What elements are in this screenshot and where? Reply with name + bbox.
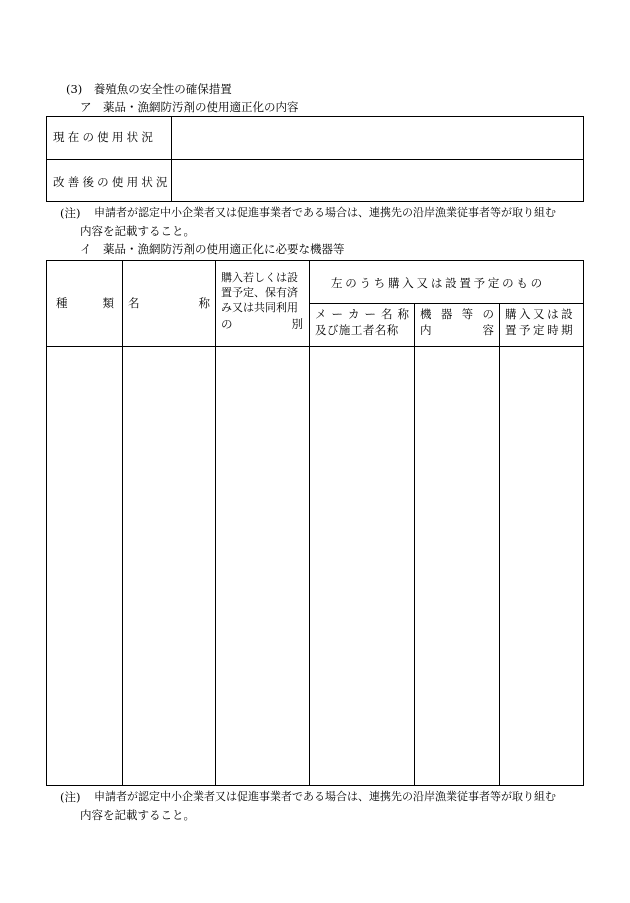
- note-text-line2: 内容を記載すること。: [80, 808, 195, 822]
- column-header-purchase-line3: み又は共同利用: [221, 301, 298, 314]
- table-divider: [310, 303, 583, 304]
- column-header-maker-line1: [315, 307, 409, 321]
- column-header-kind: [56, 296, 114, 310]
- maker-char5: 名: [381, 307, 393, 321]
- table-divider: [122, 261, 123, 785]
- section-heading: (3) 養殖魚の安全性の確保措置: [66, 82, 232, 96]
- column-header-kind-char2: 類: [102, 296, 114, 310]
- table-divider: [47, 346, 583, 347]
- maker-char2: ー: [331, 307, 343, 321]
- note-label: (注): [60, 206, 81, 220]
- equipment-char6: 容: [482, 323, 494, 337]
- subsection-a-heading: ア 薬品・漁網防汚剤の使用適正化の内容: [80, 100, 299, 114]
- column-header-purchase-line2: 置予定、保有済: [221, 286, 298, 299]
- note-text-line1: 申請者が認定中小企業者又は促進事業者である場合は、連携先の沿岸漁業従事者等が取り組む: [94, 206, 556, 219]
- equipment-char1: 機: [420, 307, 432, 321]
- column-header-kind-char1: 種: [56, 296, 68, 310]
- column-header-timing-line2: 置予定時期: [505, 323, 576, 337]
- equipment-char2: 器: [440, 307, 453, 321]
- column-header-purchase-line1: 購入若しくは設: [221, 271, 298, 284]
- column-header-name-char1: 名: [128, 296, 140, 310]
- column-header-equipment-line1: [420, 307, 494, 321]
- current-usage-label: 現在の使用状況: [53, 130, 157, 144]
- note-text-line1: 申請者が認定中小企業者又は促進事業者である場合は、連携先の沿岸漁業従事者等が取り組む: [94, 790, 556, 803]
- note-text-line2: 内容を記載すること。: [80, 224, 195, 238]
- maker-char4: ー: [364, 307, 376, 321]
- table-divider: [215, 261, 216, 785]
- maker-char3: カ: [348, 307, 360, 321]
- column-header-purchase-char2: 別: [291, 317, 303, 331]
- column-header-purchase-char1: の: [221, 317, 233, 331]
- column-header-equipment-line2: [420, 323, 494, 337]
- equipment-char3: 等: [461, 307, 474, 321]
- column-header-maker-line2: 及び施工者名称: [315, 323, 399, 337]
- table-divider: [47, 159, 583, 160]
- subsection-b-heading: イ 薬品・漁網防汚剤の使用適正化に必要な機器等: [80, 242, 345, 256]
- column-header-purchase-line4: [221, 317, 303, 331]
- equipment-char5: 内: [420, 323, 432, 337]
- table-divider: [414, 304, 415, 785]
- equipment-table: [46, 260, 584, 786]
- column-header-name: [128, 296, 210, 310]
- group-header-planned-purchase: 左のうち購入又は設置予定のもの: [331, 276, 545, 290]
- note-label: (注): [60, 790, 81, 804]
- equipment-char4: の: [482, 307, 494, 321]
- maker-char1: メ: [315, 307, 327, 321]
- table-divider: [309, 261, 310, 785]
- maker-char6: 称: [397, 307, 409, 321]
- column-header-name-char2: 称: [198, 296, 210, 310]
- table-divider: [499, 304, 500, 785]
- column-header-timing-line1: 購入又は設: [505, 307, 576, 321]
- improved-usage-label: 改善後の使用状況: [53, 175, 171, 189]
